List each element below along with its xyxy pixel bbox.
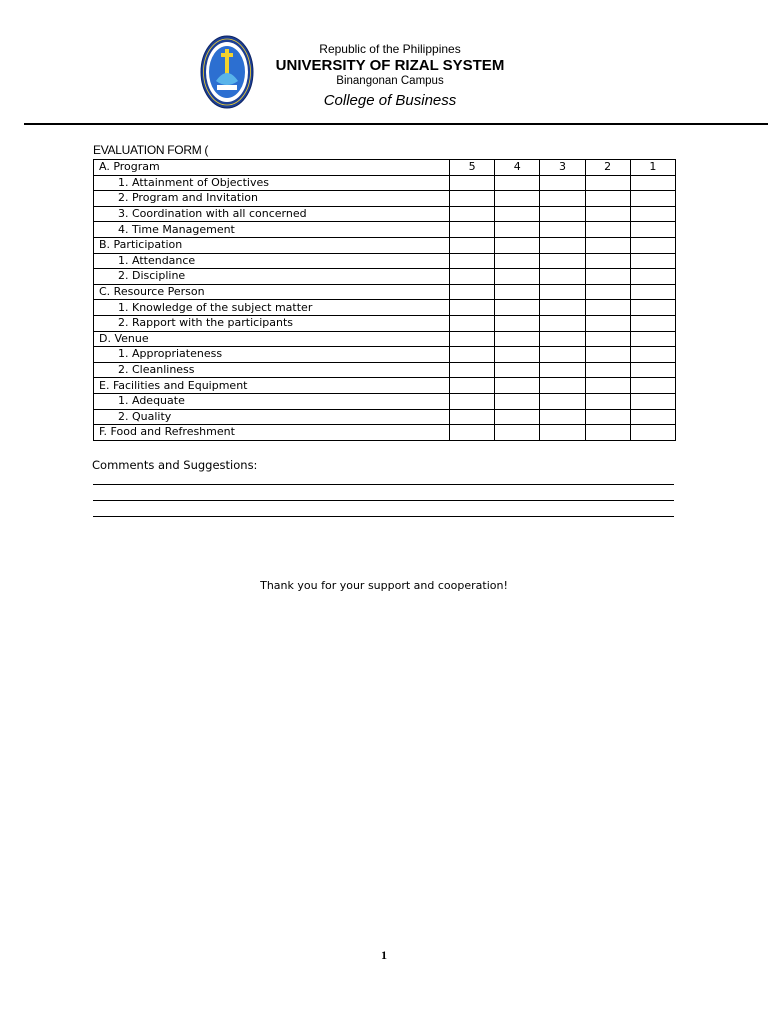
rating-cell[interactable] <box>495 331 540 347</box>
table-row <box>94 315 676 331</box>
rating-cell[interactable] <box>450 175 495 191</box>
rating-cell[interactable] <box>495 315 540 331</box>
comment-line[interactable] <box>93 500 674 501</box>
table-row <box>94 409 676 425</box>
rating-cell[interactable] <box>450 378 495 394</box>
table-row-label: C. Resource Person <box>94 284 450 300</box>
rating-cell[interactable] <box>450 409 495 425</box>
table-row <box>94 237 676 253</box>
table-row-label: 2. Rapport with the participants <box>94 315 450 331</box>
rating-cell[interactable] <box>585 222 630 238</box>
table-row-label: 1. Attendance <box>94 253 450 269</box>
rating-cell[interactable] <box>630 300 675 316</box>
rating-cell[interactable] <box>540 409 585 425</box>
rating-cell[interactable] <box>495 393 540 409</box>
rating-cell[interactable] <box>540 331 585 347</box>
rating-cell[interactable] <box>540 206 585 222</box>
rating-cell[interactable] <box>495 300 540 316</box>
rating-cell[interactable] <box>450 300 495 316</box>
table-header-row <box>94 160 676 176</box>
evaluation-table <box>93 159 676 441</box>
table-row <box>94 191 676 207</box>
rating-cell[interactable] <box>540 393 585 409</box>
rating-cell[interactable] <box>450 393 495 409</box>
rating-cell[interactable] <box>585 331 630 347</box>
table-row-label: D. Venue <box>94 331 450 347</box>
rating-cell[interactable] <box>585 393 630 409</box>
rating-cell[interactable] <box>630 284 675 300</box>
rating-cell[interactable] <box>495 362 540 378</box>
rating-cell[interactable] <box>540 315 585 331</box>
table-row-label: 1. Appropriateness <box>94 347 450 363</box>
rating-cell[interactable] <box>585 284 630 300</box>
rating-cell[interactable] <box>630 347 675 363</box>
scale-header-2: 2 <box>585 160 630 176</box>
rating-cell[interactable] <box>495 409 540 425</box>
table-row-label: F. Food and Refreshment <box>94 425 450 441</box>
rating-cell[interactable] <box>450 253 495 269</box>
rating-cell[interactable] <box>495 347 540 363</box>
rating-cell[interactable] <box>540 175 585 191</box>
table-row <box>94 175 676 191</box>
header-text <box>250 42 530 112</box>
table-row <box>94 269 676 285</box>
rating-cell[interactable] <box>450 237 495 253</box>
rating-cell[interactable] <box>450 331 495 347</box>
rating-cell[interactable] <box>585 206 630 222</box>
table-row <box>94 393 676 409</box>
table-row <box>94 253 676 269</box>
table-row-label: 2. Cleanliness <box>94 362 450 378</box>
table-row-label: B. Participation <box>94 237 450 253</box>
rating-cell[interactable] <box>540 253 585 269</box>
table-row-label: 2. Program and Invitation <box>94 191 450 207</box>
table-row <box>94 284 676 300</box>
rating-cell[interactable] <box>585 300 630 316</box>
scale-header-5: 5 <box>450 160 495 176</box>
table-row-label: 2. Discipline <box>94 269 450 285</box>
rating-cell[interactable] <box>585 347 630 363</box>
thank-you-note: Thank you for your support and cooperation! <box>260 579 508 592</box>
table-row <box>94 425 676 441</box>
rating-cell[interactable] <box>630 253 675 269</box>
scale-header-4: 4 <box>495 160 540 176</box>
campus-name: Binangonan Campus <box>336 75 444 87</box>
rating-cell[interactable] <box>630 206 675 222</box>
table-row <box>94 378 676 394</box>
rating-cell[interactable] <box>585 237 630 253</box>
university-seal-icon <box>200 35 254 109</box>
comments-label: Comments and Suggestions: <box>92 458 258 472</box>
table-row-label: 1. Knowledge of the subject matter <box>94 300 450 316</box>
form-title: EVALUATION FORM ( <box>93 143 209 157</box>
rating-cell[interactable] <box>540 237 585 253</box>
rating-cell[interactable] <box>585 362 630 378</box>
rating-cell[interactable] <box>540 269 585 285</box>
rating-cell[interactable] <box>630 175 675 191</box>
rating-cell[interactable] <box>585 175 630 191</box>
rating-cell[interactable] <box>540 222 585 238</box>
rating-cell[interactable] <box>540 378 585 394</box>
table-row <box>94 362 676 378</box>
rating-cell[interactable] <box>540 362 585 378</box>
rating-cell[interactable] <box>450 425 495 441</box>
document-header <box>0 0 768 126</box>
rating-cell[interactable] <box>495 222 540 238</box>
rating-cell[interactable] <box>630 409 675 425</box>
table-row <box>94 347 676 363</box>
rating-cell[interactable] <box>630 222 675 238</box>
rating-cell[interactable] <box>630 237 675 253</box>
republic-line: Republic of the Philippines <box>319 42 461 56</box>
table-row-label: 4. Time Management <box>94 222 450 238</box>
rating-cell[interactable] <box>630 315 675 331</box>
scale-header-3: 3 <box>540 160 585 176</box>
rating-cell[interactable] <box>450 206 495 222</box>
table-row <box>94 331 676 347</box>
table-row <box>94 300 676 316</box>
rating-cell[interactable] <box>495 175 540 191</box>
rating-cell[interactable] <box>450 191 495 207</box>
table-row-label: 1. Adequate <box>94 393 450 409</box>
rating-cell[interactable] <box>495 269 540 285</box>
rating-cell[interactable] <box>585 269 630 285</box>
rating-cell[interactable] <box>540 425 585 441</box>
rating-cell[interactable] <box>495 284 540 300</box>
rating-cell[interactable] <box>585 378 630 394</box>
rating-cell[interactable] <box>450 362 495 378</box>
table-row <box>94 222 676 238</box>
rating-cell[interactable] <box>450 222 495 238</box>
rating-cell[interactable] <box>585 253 630 269</box>
rating-cell[interactable] <box>495 191 540 207</box>
rating-cell[interactable] <box>585 315 630 331</box>
rating-cell[interactable] <box>450 269 495 285</box>
college-name: College of Business <box>323 92 457 109</box>
scale-header-1: 1 <box>630 160 675 176</box>
rating-cell[interactable] <box>630 425 675 441</box>
rating-cell[interactable] <box>630 191 675 207</box>
rating-cell[interactable] <box>540 347 585 363</box>
rating-cell[interactable] <box>495 378 540 394</box>
rating-cell[interactable] <box>495 206 540 222</box>
rating-cell[interactable] <box>495 237 540 253</box>
rating-cell[interactable] <box>495 425 540 441</box>
table-row <box>94 206 676 222</box>
university-name: UNIVERSITY OF RIZAL SYSTEM <box>275 57 505 74</box>
rating-cell[interactable] <box>630 378 675 394</box>
comment-line[interactable] <box>93 516 674 517</box>
rating-cell[interactable] <box>585 425 630 441</box>
rating-cell[interactable] <box>540 300 585 316</box>
rating-cell[interactable] <box>450 315 495 331</box>
table-row-label: A. Program <box>94 160 450 176</box>
table-row-label: 3. Coordination with all concerned <box>94 206 450 222</box>
header-divider <box>24 123 768 125</box>
rating-cell[interactable] <box>630 269 675 285</box>
rating-cell[interactable] <box>630 331 675 347</box>
rating-cell[interactable] <box>495 253 540 269</box>
table-row-label: 2. Quality <box>94 409 450 425</box>
rating-cell[interactable] <box>585 191 630 207</box>
page-number: 1 <box>381 948 387 962</box>
rating-cell[interactable] <box>450 284 495 300</box>
table-row-label: E. Facilities and Equipment <box>94 378 450 394</box>
rating-cell[interactable] <box>450 347 495 363</box>
rating-cell[interactable] <box>540 284 585 300</box>
rating-cell[interactable] <box>540 191 585 207</box>
comment-line[interactable] <box>93 484 674 485</box>
rating-cell[interactable] <box>630 362 675 378</box>
rating-cell[interactable] <box>585 409 630 425</box>
rating-cell[interactable] <box>630 393 675 409</box>
table-row-label: 1. Attainment of Objectives <box>94 175 450 191</box>
